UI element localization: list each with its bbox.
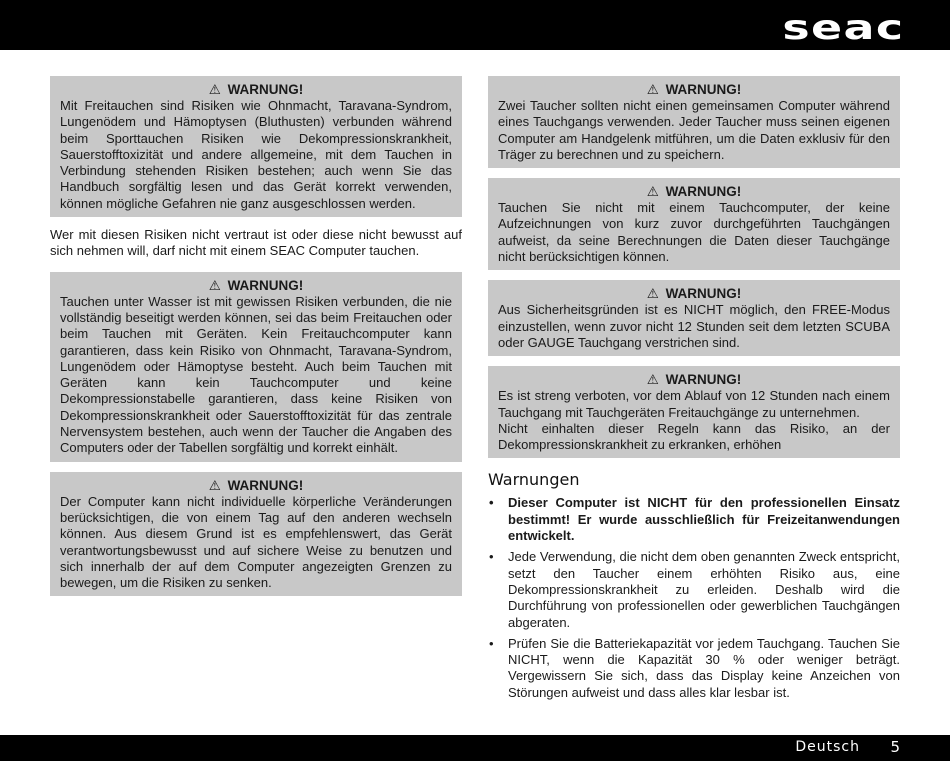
warning-title: ⚠ WARNUNG! <box>646 82 742 97</box>
warning-title: ⚠ WARNUNG! <box>208 477 304 493</box>
warning-box <box>50 76 462 217</box>
warning-triangle-icon: ⚠ <box>646 286 659 302</box>
warning-text: Der Computer kann nicht individuelle körperliche Veränderungen berücksichtigen, die von einem Tag auf den anderen wechseln können. Aus diesem Grund ist es empfehlenswert, das Gerät verantwortungsbewusst und auf sichere Weise zu benutzen und sich innerhalb der auf dem Computer angezeigten Grenzen zu bewegen, um die Risiken zu senken. <box>60 493 452 591</box>
warning-title: ⚠ WARNUNG! <box>208 277 304 293</box>
warning-title: ⚠ WARNUNG! <box>646 184 742 200</box>
warning-text: Aus Sicherheitsgründen ist es NICHT möglich, den FREE-Modus einzustellen, wenn zuvor nicht 12 Stunden seit dem letzten SCUBA oder GAUGE Tauchgang verstrichen sind. <box>498 302 890 350</box>
list-item: • Dieser Computer ist NICHT für den professionellen Einsatz bestimmt! Er wurde ausschließlich für Freizeitanwendungen entwickelt. <box>489 495 900 544</box>
warning-triangle-icon: ⚠ <box>208 277 221 293</box>
warning-box <box>50 272 462 462</box>
warning-triangle-icon: ⚠ <box>646 82 659 97</box>
bullet-icon: • <box>489 495 494 511</box>
body-paragraph: Wer mit diesen Risiken nicht vertraut ist oder diese nicht bewusst auf sich nehmen will, darf nicht mit einem SEAC Computer tauchen. <box>50 227 462 259</box>
section-heading: Warnungen <box>488 470 580 490</box>
list-item: • Prüfen Sie die Batteriekapazität vor jedem Tauchgang. Tauchen Sie NICHT, wenn die Kapazität 30 % oder weniger beträgt. Vergewissern Sie sich, dass das Display keine Anzeichen von Störungen aufweist und dass alles klar lesbar ist. <box>489 635 900 700</box>
header-bar <box>0 0 950 50</box>
warning-text: Zwei Taucher sollten nicht einen gemeinsamen Computer während eines Tauchgangs verwenden. Jeder Taucher muss seinen eigenen Computer am Handgelenk mitführen, um die Daten exklusiv für den Träger zu berechnen und zu speichern. <box>498 98 890 162</box>
warning-box <box>488 280 900 356</box>
bullet-list <box>488 495 900 701</box>
warning-box <box>50 472 462 597</box>
warning-text: Tauchen Sie nicht mit einem Tauchcomputer, der keine Aufzeichnungen von kurz zuvor durchgeführten Tauchgängen aufweist, da seine Berechnungen die Daten dieser Tauchgänge nicht berücksichtigen können. <box>498 200 890 265</box>
footer-language: Deutsch <box>795 739 860 755</box>
warning-text: Mit Freitauchen sind Risiken wie Ohnmacht, Taravana-Syndrom, Lungenödem und Hämoptysen (Bluthusten) verbunden während beim Sporttauchen Risiken wie Dekompressionskrankheit, Sauerstofftoxizität und andere allgemeine, mit dem Tauchen in Verbindung stehenden Risiken bestehen; auch wenn Sie das Handbuch sorgfältig lesen und das Gerät korrekt verwenden, können mögliche Gefahren nie ganz ausgeschlossen werden. <box>60 98 452 211</box>
left-column <box>50 76 462 606</box>
warning-box <box>488 366 900 458</box>
warning-box <box>488 76 900 168</box>
bullet-icon: • <box>489 549 494 565</box>
warning-triangle-icon: ⚠ <box>208 82 221 97</box>
seac-logo: seac <box>781 8 904 48</box>
footer-bar <box>0 735 950 761</box>
warning-title: ⚠ WARNUNG! <box>646 286 742 302</box>
warning-title: ⚠ WARNUNG! <box>208 82 304 97</box>
right-column <box>488 76 900 706</box>
list-item: • Jede Verwendung, die nicht dem oben genannten Zweck entspricht, setzt den Taucher einem erhöhten Risiko aus, eine Dekompressionskrankheit zu erleiden. Deshalb wird die Durchführung von professionellen oder gewerblichen Tauchgängen abgeraten. <box>489 549 900 630</box>
warning-triangle-icon: ⚠ <box>646 184 659 200</box>
warning-triangle-icon: ⚠ <box>646 372 659 388</box>
bullet-icon: • <box>489 635 494 651</box>
warning-box <box>488 178 900 270</box>
warning-text: Nicht einhalten dieser Regeln kann das Risiko, an der Dekompressionskrankheit zu erkranken, erhöhen <box>498 420 890 453</box>
warning-text: Es ist streng verboten, vor dem Ablauf von 12 Stunden nach einem Tauchgang mit Tauchgeräten Freitauchgänge zu unternehmen. <box>498 388 890 420</box>
page-number: 5 <box>890 738 900 756</box>
warning-title: ⚠ WARNUNG! <box>646 372 742 388</box>
warning-text: Tauchen unter Wasser ist mit gewissen Risiken verbunden, die nie vollständig beseitigt werden können, sei das beim Freitauchen oder beim Tauchen mit Geräten. Kein Freitauchcomputer kann garantieren, dass kein Risiko von Ohnmacht, Taravana-Syndrom, Lungenödem oder Hämoptyse besteht. Auch beim Tauchen mit Geräten kann kein Tauchcomputer und keine Dekompressionstabelle garantieren, dass keine Risiken von Dekompressionskrankheit oder Sauerstofftoxizität für das zentrale Nervensystem bestehen, auch wenn der Taucher die Angaben des Computers oder der Tabellen sorgfältig und korrekt einhält. <box>60 293 452 456</box>
warning-triangle-icon: ⚠ <box>208 477 221 493</box>
